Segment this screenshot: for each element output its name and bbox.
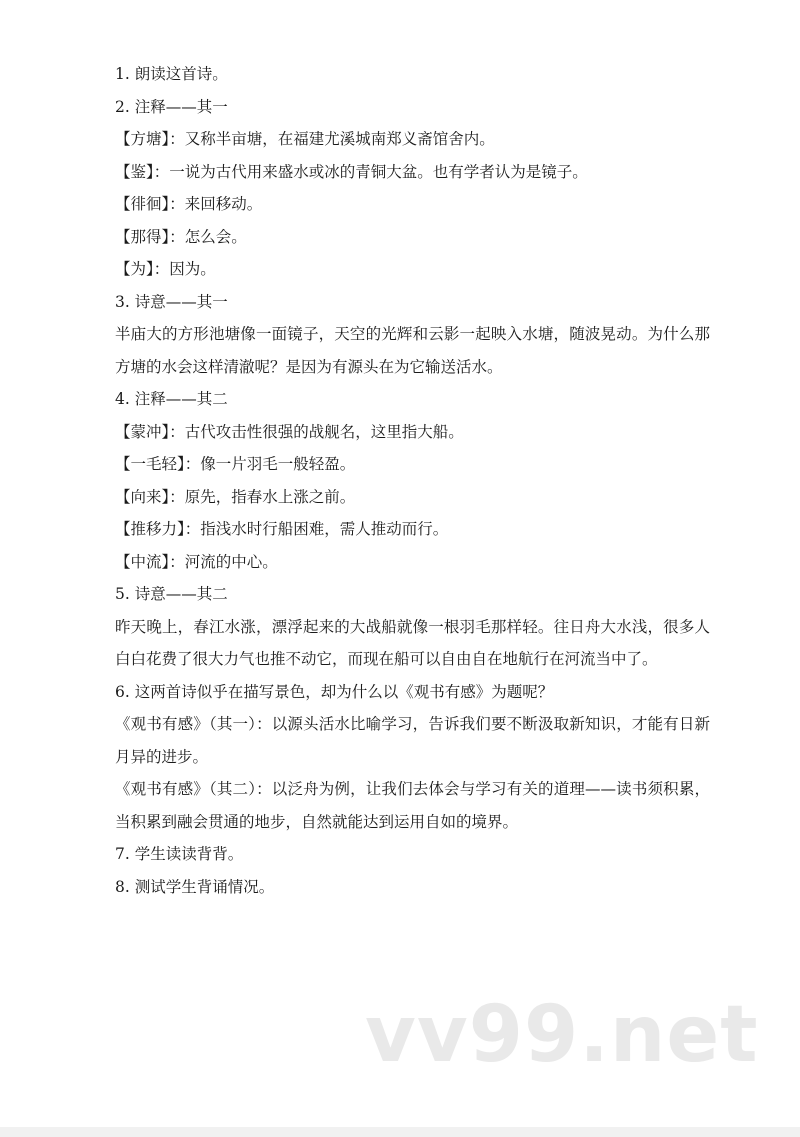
- note-yimaoqing: 【一毛轻】：像一片羽毛一般轻盈。: [115, 455, 356, 473]
- note-nade: 【那得】：怎么会。: [115, 227, 247, 246]
- paragraph-answer-2: 《观书有感》（其二）：以泛舟为例，让我们去体会与学习有关的道理——读书须积累，当积累到融会贯通的地步，自然就能达到运用自如的境界。: [115, 780, 710, 831]
- paragraph-meaning-2: 昨天晚上，春江水涨，漂浮起来的大战船就像一根羽毛那样轻。往日舟大水浅，很多人白白花费了很大力气也推不动它，而现在船可以自由自在地航行在河流当中了。: [115, 617, 710, 668]
- note-fangtang: 【方塘】：又称半亩塘，在福建尤溪城南郑义斋馆舍内。: [115, 130, 495, 148]
- item-recite: 7. 学生读读背背。: [115, 845, 244, 863]
- question-6: 6. 这两首诗似乎在描写景色，却为什么以《观书有感》为题呢？: [115, 682, 554, 701]
- paragraph-meaning-1: 半庙大的方形池塘像一面镜子，天空的光辉和云影一起映入水塘，随波晃动。为什么那方塘的水会这样清澈呢？是因为有源头在为它输送活水。: [115, 325, 710, 376]
- paragraph-answer-1: 《观书有感》（其一）：以源头活水比喻学习，告诉我们要不断汲取新知识，才能有日新月异的进步。: [115, 715, 710, 766]
- watermark: vv99.net: [365, 990, 759, 1080]
- note-xianglai: 【向来】：原先，指春水上涨之前。: [115, 487, 356, 506]
- note-wei: 【为】：因为。: [115, 260, 216, 278]
- note-tuiyili: 【推移力】：指浅水时行船困难，需人推动而行。: [115, 520, 449, 538]
- note-mengchong: 【蒙冲】：古代攻击性很强的战舰名，这里指大船。: [115, 422, 464, 441]
- heading-notes-2: 4. 注释——其二: [115, 390, 228, 408]
- heading-meaning-1: 3. 诗意——其一: [115, 292, 228, 311]
- note-zhongliu: 【中流】：河流的中心。: [115, 552, 278, 571]
- document-content: [115, 62, 715, 907]
- item-test: 8. 测试学生背诵情况。: [115, 877, 275, 896]
- note-jian: 【鉴】：一说为古代用来盛水或冰的青铜大盆。也有学者认为是镜子。: [115, 162, 588, 181]
- item-read-poem: 1. 朗读这首诗。: [115, 65, 228, 83]
- page-bottom-edge: [0, 1127, 800, 1137]
- note-paihuai: 【徘徊】：来回移动。: [115, 195, 263, 213]
- heading-notes-1: 2. 注释——其一: [115, 97, 228, 116]
- heading-meaning-2: 5. 诗意——其二: [115, 585, 228, 603]
